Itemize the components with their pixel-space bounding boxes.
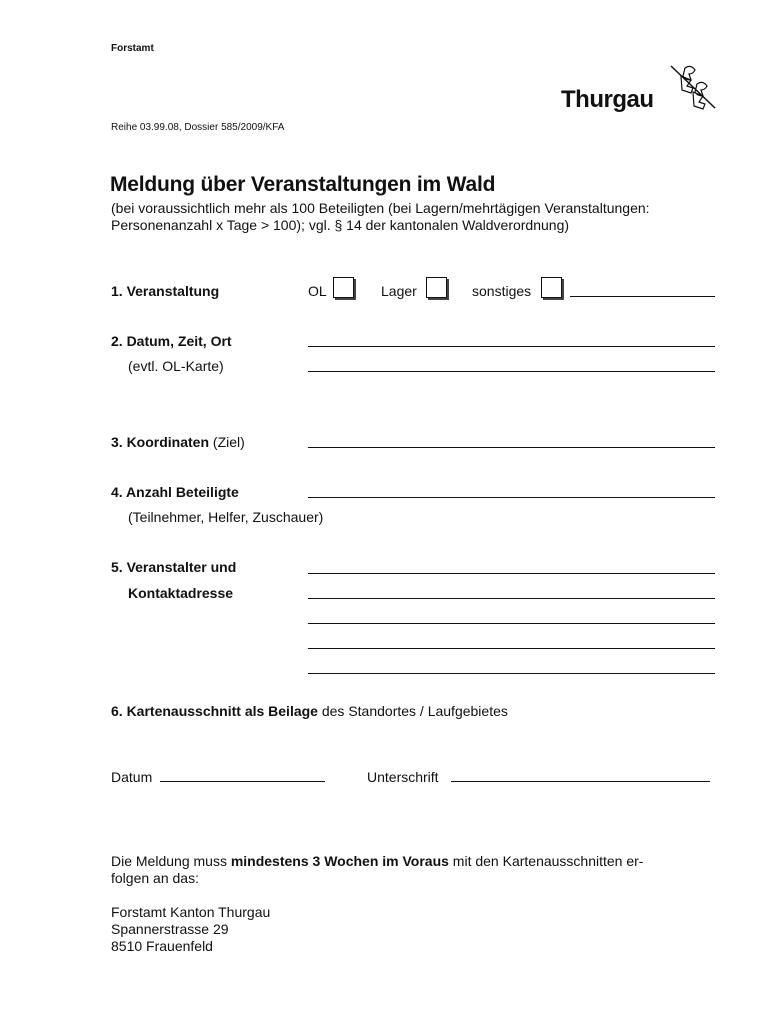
organizer-field-5[interactable]	[308, 673, 715, 674]
organizer-field-2[interactable]	[308, 598, 715, 599]
event-other-field[interactable]	[570, 296, 715, 297]
date-time-place-note: (evtl. OL-Karte)	[128, 358, 224, 374]
coordinates-label	[111, 434, 245, 450]
reference-number: Reihe 03.99.08, Dossier 585/2009/KFA	[111, 122, 285, 133]
department-label: Forstamt	[111, 43, 154, 54]
date-label: Datum	[111, 769, 153, 785]
option-lager-label: Lager	[381, 283, 417, 299]
event-type-label: 1. Veranstaltung	[111, 283, 220, 299]
map-attachment-label-bold: 6. Kartenausschnitt als Beilage	[111, 703, 318, 719]
organizer-label-line-2: Kontaktadresse	[128, 585, 234, 601]
map-attachment-label-suffix: des Standortes / Laufgebietes	[317, 703, 508, 719]
ol-map-field[interactable]	[308, 371, 715, 372]
address-line-2: Spannerstrasse 29	[111, 921, 229, 937]
option-sonstiges-label: sonstiges	[472, 283, 532, 299]
logo-text: Thurgau	[561, 86, 654, 113]
participants-field[interactable]	[308, 497, 715, 498]
address-line-1: Forstamt Kanton Thurgau	[111, 904, 271, 920]
option-ol-checkbox[interactable]	[333, 277, 354, 298]
notice-line-1	[111, 853, 643, 869]
organizer-field-3[interactable]	[308, 623, 715, 624]
notice-line-2: folgen an das:	[111, 870, 199, 886]
coordinates-label-bold: 3. Koordinaten	[111, 434, 210, 450]
address-line-3: 8510 Frauenfeld	[111, 938, 213, 954]
notice-deadline: mindestens 3 Wochen im Voraus	[230, 853, 449, 869]
signature-label: Unterschrift	[367, 769, 439, 785]
map-attachment-label	[111, 703, 508, 719]
participants-note: (Teilnehmer, Helfer, Zuschauer)	[128, 509, 324, 525]
coordinates-field[interactable]	[308, 447, 715, 448]
date-field[interactable]	[160, 781, 325, 782]
option-lager-checkbox[interactable]	[426, 277, 447, 298]
participants-label: 4. Anzahl Beteiligte	[111, 484, 239, 500]
logo	[561, 86, 654, 114]
notice-text-2: mit den Kartenausschnitten er-	[448, 853, 644, 869]
thurgau-crest-icon	[667, 62, 719, 112]
date-time-place-label: 2. Datum, Zeit, Ort	[111, 333, 232, 349]
notice-text-1: Die Meldung muss	[111, 853, 231, 869]
option-sonstiges-checkbox[interactable]	[541, 277, 562, 298]
coordinates-label-suffix: (Ziel)	[209, 434, 245, 450]
organizer-label-line-1: 5. Veranstalter und	[111, 559, 237, 575]
subtitle-line-2: Personenanzahl x Tage > 100); vgl. § 14 der kantonalen Waldverordnung)	[111, 217, 570, 233]
organizer-field-1[interactable]	[308, 573, 715, 574]
organizer-field-4[interactable]	[308, 648, 715, 649]
signature-field[interactable]	[451, 781, 710, 782]
subtitle-line-1: (bei voraussichtlich mehr als 100 Beteiligten (bei Lagern/mehrtägigen Veranstaltungen:	[111, 200, 650, 216]
date-time-place-field[interactable]	[308, 346, 715, 347]
option-ol-label: OL	[308, 283, 327, 299]
page-title: Meldung über Veranstaltungen im Wald	[110, 173, 496, 196]
